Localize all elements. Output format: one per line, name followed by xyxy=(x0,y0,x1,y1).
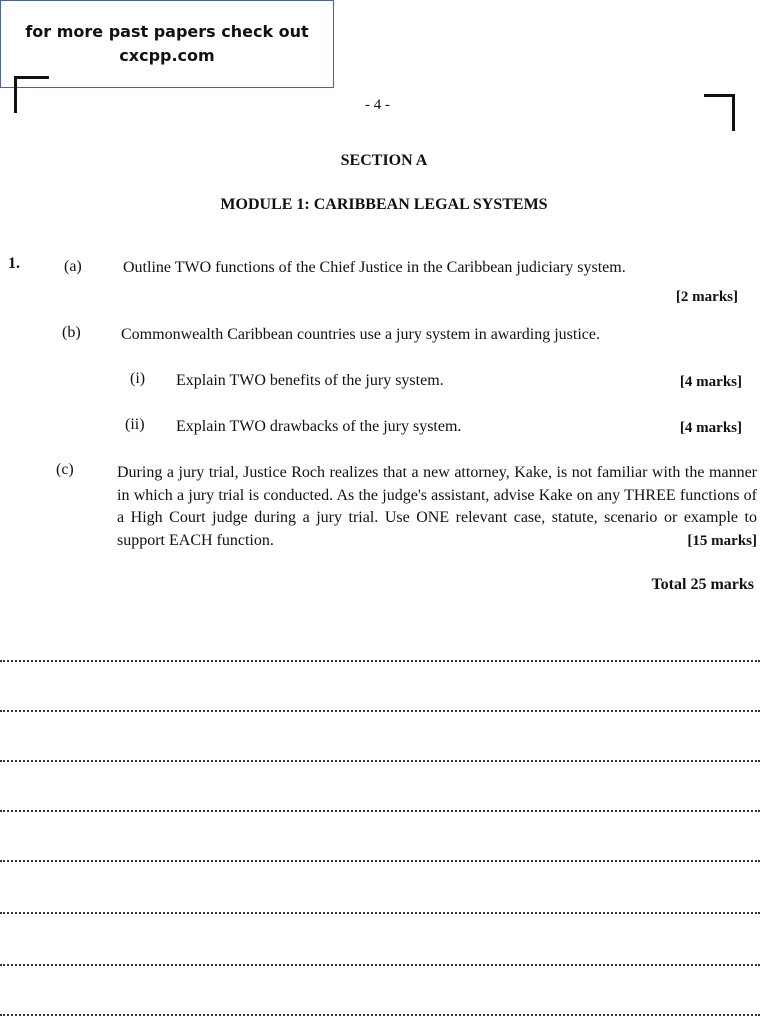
part-c-label: (c) xyxy=(56,461,74,478)
answer-line[interactable] xyxy=(0,660,760,662)
watermark-line-1: for more past papers check out xyxy=(25,22,309,41)
part-b-ii-text: Explain TWO drawbacks of the jury system. xyxy=(176,418,462,435)
question-number: 1. xyxy=(8,255,20,272)
part-c-text: During a jury trial, Justice Roch realizes that a new attorney, Kake, is not familiar with the manner in which a jury trial is conducted. As the judge's assistant, advise Kake on any THREE functions of a High Court judge during a jury trial. Use ONE relevant case, statute, scenario or example to support EACH function. xyxy=(117,464,757,549)
corner-mark-top-left xyxy=(14,76,49,113)
total-marks: Total 25 marks xyxy=(651,576,754,593)
answer-line[interactable] xyxy=(0,1014,760,1016)
section-title: SECTION A xyxy=(340,152,428,169)
page-number: - 4 - xyxy=(365,97,390,113)
answer-line[interactable] xyxy=(0,964,760,966)
part-a-text: Outline TWO functions of the Chief Justice in the Caribbean judiciary system. xyxy=(123,259,626,276)
part-a-marks: [2 marks] xyxy=(675,289,738,305)
part-c-marks: [15 marks] xyxy=(687,532,757,549)
part-b-i-text: Explain TWO benefits of the jury system. xyxy=(176,372,444,389)
answer-line[interactable] xyxy=(0,860,760,862)
corner-mark-top-right xyxy=(704,94,735,131)
part-b-label: (b) xyxy=(62,324,81,341)
part-b-ii-marks: [4 marks] xyxy=(679,420,742,436)
module-title: MODULE 1: CARIBBEAN LEGAL SYSTEMS xyxy=(220,196,548,213)
answer-line[interactable] xyxy=(0,810,760,812)
watermark-box xyxy=(0,0,334,88)
part-b-text: Commonwealth Caribbean countries use a jury system in awarding justice. xyxy=(121,326,600,343)
part-b-i-label: (i) xyxy=(130,370,146,387)
part-b-i-marks: [4 marks] xyxy=(679,374,742,390)
watermark-line-2: cxcpp.com xyxy=(119,46,215,65)
part-a-label: (a) xyxy=(64,258,82,275)
part-c-paragraph xyxy=(117,462,757,552)
answer-line[interactable] xyxy=(0,912,760,914)
answer-line[interactable] xyxy=(0,710,760,712)
part-b-ii-label: (ii) xyxy=(125,416,145,433)
answer-line[interactable] xyxy=(0,760,760,762)
